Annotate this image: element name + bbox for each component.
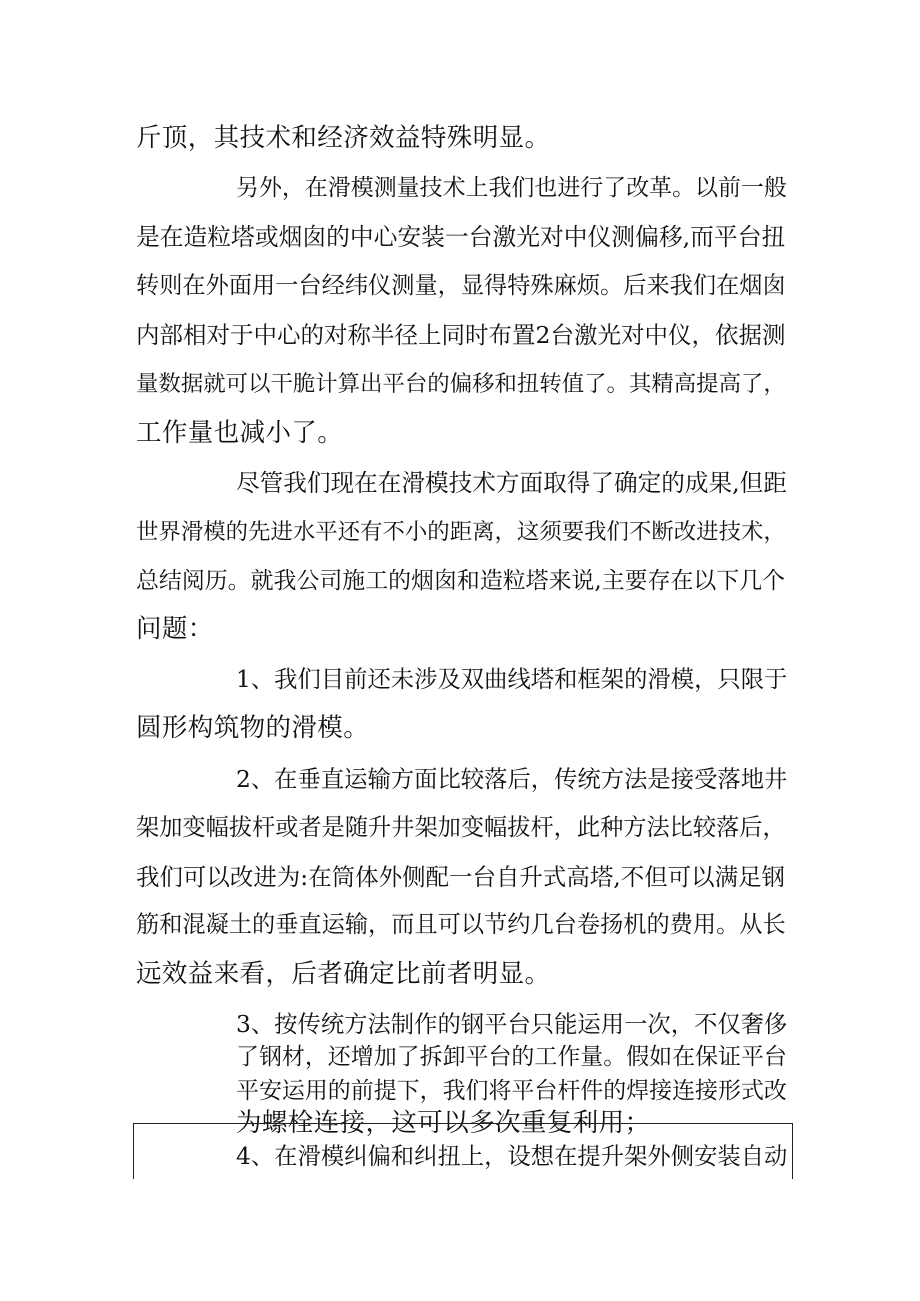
- text-line: 筋和混凝土的垂直运输，而且可以节约几台卷扬机的费用。从长: [136, 911, 786, 938]
- text-line: 1、我们目前还未涉及双曲线塔和框架的滑模，只限于: [236, 665, 788, 693]
- text-line: 内部相对于中心的对称半径上同时布置2台激光对中仪，依据测: [136, 321, 786, 349]
- text-line: 2、在垂直运输方面比较落后，传统方法是接受落地井: [236, 765, 788, 793]
- text-line: 量数据就可以干脆计算出平台的偏移和扭转值了。其精高提高了，: [136, 371, 786, 397]
- text-line: 是在造粒塔或烟囱的中心安装一台激光对中仪测偏移,而平台扭: [136, 223, 786, 251]
- text-line: 斤顶，其技术和经济效益特殊明显。: [136, 123, 551, 153]
- text-line: 远效益来看，后者确定比前者明显。: [136, 959, 551, 989]
- text-line: 4、在滑模纠偏和纠扭上，设想在提升架外侧安装自动: [236, 1142, 788, 1170]
- text-line: 为螺栓连接，这可以多次重复利用；: [236, 1108, 651, 1138]
- text-line: 尽管我们现在在滑模技术方面取得了确定的成果,但距: [236, 469, 787, 497]
- text-line: 工作量也减小了。: [136, 418, 344, 448]
- text-line: 了钢材，还增加了拆卸平台的工作量。假如在保证平台: [236, 1044, 787, 1070]
- text-line: 圆形构筑物的滑模。: [136, 713, 370, 743]
- text-line: 我们可以改进为:在筒体外侧配一台自升式高塔,不但可以满足钢: [136, 863, 786, 891]
- text-line: 问题：: [136, 614, 214, 644]
- text-line: 世界滑模的先进水平还有不小的距离，这须要我们不断改进技术，: [136, 519, 786, 545]
- text-line: 总结阅历。就我公司施工的烟囱和造粒塔来说,主要存在以下几个: [136, 568, 786, 594]
- text-line: 转则在外面用一台经纬仪测量，显得特殊麻烦。后来我们在烟囱: [136, 272, 786, 299]
- text-line: 另外，在滑模测量技术上我们也进行了改革。以前一般: [236, 175, 787, 201]
- text-line: 平安运用的前提下，我们将平台杆件的焊接连接形式改: [236, 1078, 787, 1104]
- text-line: 架加变幅拔杆或者是随升井架加变幅拔杆，此种方法比较落后，: [136, 814, 786, 841]
- text-line: 3、按传统方法制作的钢平台只能运用一次，不仅奢侈: [236, 1010, 788, 1038]
